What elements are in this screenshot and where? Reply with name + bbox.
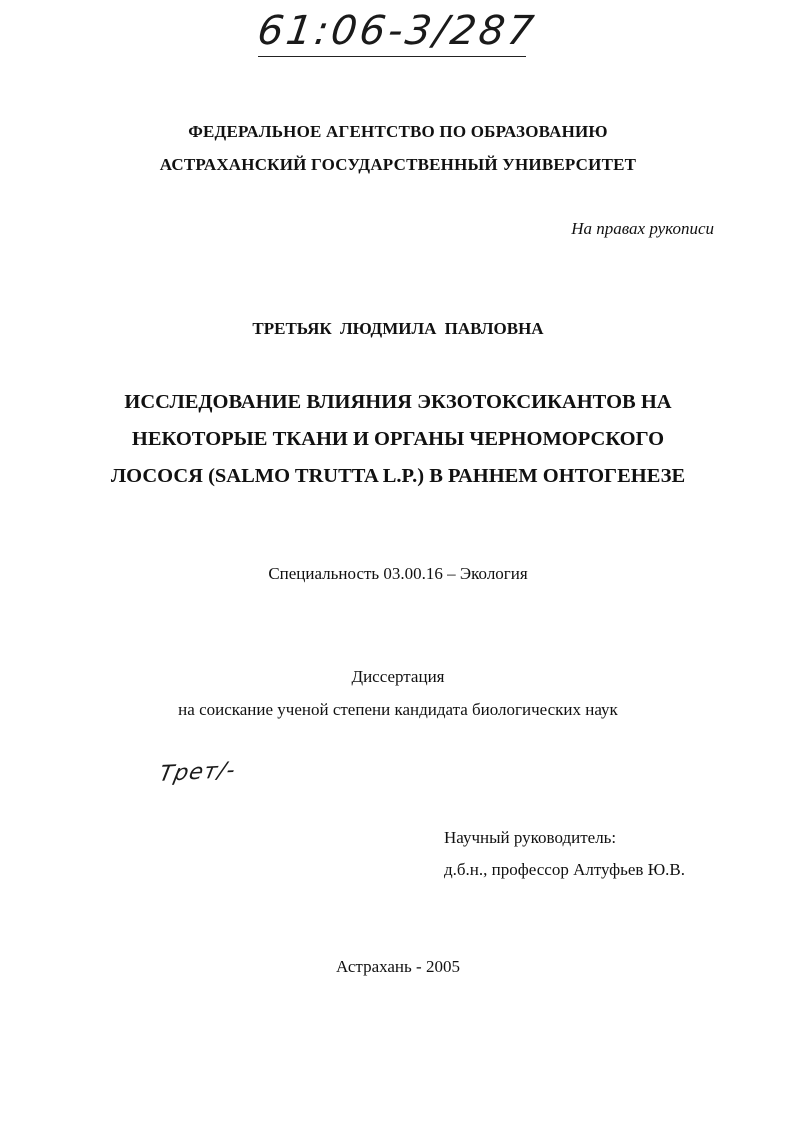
thesis-title-line-3: ЛОСОСЯ (SALMO TRUTTA L.P.) В РАННЕМ ОНТОГЕНЕЗЕ <box>110 465 686 487</box>
specialty-line: Специальность 03.00.16 – Экология <box>268 564 528 583</box>
organization-line-1: ФЕДЕРАЛЬНОЕ АГЕНТСТВО ПО ОБРАЗОВАНИЮ <box>188 122 608 141</box>
document-type: Диссертация <box>351 667 445 686</box>
degree-line: на соискание ученой степени кандидата биологических наук <box>178 700 618 719</box>
author-name: ТРЕТЬЯК ЛЮДМИЛА ПАВЛОВНА <box>252 319 544 338</box>
handwritten-signature: Трет/- <box>157 758 239 787</box>
archive-code-handwritten: 61:06-3/287 <box>254 8 540 54</box>
rights-note: На правах рукописи <box>571 219 714 238</box>
thesis-title-line-1: ИССЛЕДОВАНИЕ ВЛИЯНИЯ ЭКЗОТОКСИКАНТОВ НА <box>124 391 672 413</box>
advisor-name: д.б.н., профессор Алтуфьев Ю.В. <box>444 860 686 879</box>
city-year: Астрахань - 2005 <box>336 957 460 976</box>
thesis-title-line-2: НЕКОТОРЫЕ ТКАНИ И ОРГАНЫ ЧЕРНОМОРСКОГО <box>131 428 665 450</box>
advisor-label: Научный руководитель: <box>444 828 617 847</box>
organization-line-2: АСТРАХАНСКИЙ ГОСУДАРСТВЕННЫЙ УНИВЕРСИТЕТ <box>159 155 637 174</box>
archive-code-underline <box>258 56 526 57</box>
